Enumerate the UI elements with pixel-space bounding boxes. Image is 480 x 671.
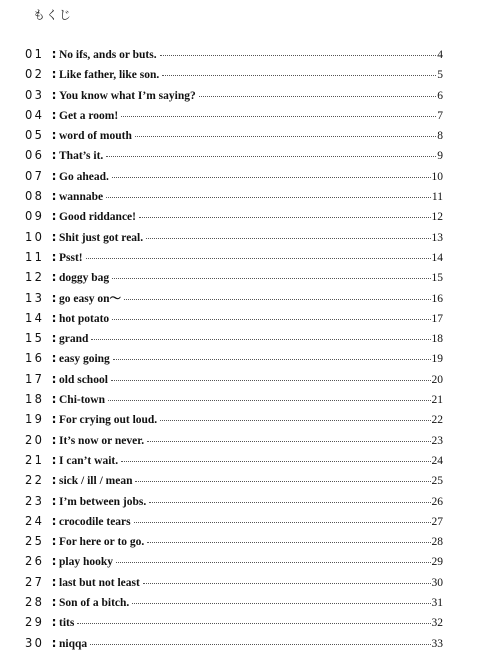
toc-entry-number: 09 xyxy=(25,208,45,224)
toc-entry[interactable] xyxy=(25,85,443,105)
toc-entry[interactable] xyxy=(25,450,443,470)
toc-entry-number: 13 xyxy=(25,289,45,305)
dot-leader xyxy=(112,319,430,320)
toc-entry[interactable] xyxy=(25,206,443,226)
toc-entry-title: easy going xyxy=(59,353,110,366)
toc-entry-page-number: 10 xyxy=(431,170,443,183)
toc-entry-title: For crying out loud. xyxy=(59,414,158,427)
toc-entry[interactable] xyxy=(25,267,443,287)
dot-leader xyxy=(134,522,431,523)
toc-entry-title: Like father, like son. xyxy=(59,69,160,82)
toc-entry-number: 21 xyxy=(25,451,45,467)
dot-leader xyxy=(149,502,430,503)
toc-entry-separator: : xyxy=(51,574,57,589)
toc-entry-separator: : xyxy=(51,47,57,61)
toc-entry-page-number: 6 xyxy=(437,89,443,102)
toc-entry-title: niqqa xyxy=(59,637,88,650)
toc-entry-page-number: 14 xyxy=(431,251,443,264)
toc-entry-separator: : xyxy=(51,168,57,183)
toc-entry-number: 12 xyxy=(25,269,45,285)
toc-entry-number: 29 xyxy=(25,614,45,630)
dot-leader xyxy=(124,299,431,300)
toc-entry-title: crocodile tears xyxy=(59,515,131,528)
toc-entry-number: 04 xyxy=(25,106,45,122)
toc-entry-title: Go ahead. xyxy=(59,170,109,183)
dot-leader xyxy=(112,278,430,279)
toc-entry-page-number: 31 xyxy=(431,597,443,610)
toc-entry-separator: : xyxy=(51,310,57,325)
toc-entry[interactable] xyxy=(25,308,443,328)
toc-entry-number: 24 xyxy=(25,512,45,528)
toc-entry-separator: : xyxy=(51,331,57,346)
dot-leader xyxy=(146,238,430,239)
toc-entry-page-number: 26 xyxy=(431,495,443,508)
toc-entry[interactable] xyxy=(25,44,443,64)
toc-entry-separator: : xyxy=(51,615,57,630)
toc-entry-number: 06 xyxy=(25,147,45,163)
toc-entry-title: That’s it. xyxy=(59,150,104,163)
toc-entry-page-number: 25 xyxy=(431,475,443,488)
toc-entry[interactable] xyxy=(25,612,443,632)
toc-entry[interactable] xyxy=(25,430,443,450)
toc-entry[interactable] xyxy=(25,592,443,612)
toc-entry[interactable] xyxy=(25,288,443,308)
toc-entry-separator: : xyxy=(51,249,57,264)
toc-entry-separator: : xyxy=(51,452,57,467)
toc-entry-separator: : xyxy=(51,513,57,528)
toc-entry-page-number: 17 xyxy=(431,312,443,325)
dot-leader xyxy=(160,55,437,56)
toc-entry-title: go easy on〜 xyxy=(59,292,121,305)
toc-entry[interactable] xyxy=(25,125,443,145)
toc-entry-title: Get a room! xyxy=(59,109,119,122)
toc-entry[interactable] xyxy=(25,105,443,125)
toc-entry-separator: : xyxy=(51,189,57,204)
toc-entry[interactable] xyxy=(25,64,443,84)
dot-leader xyxy=(121,461,430,462)
toc-entry[interactable] xyxy=(25,531,443,551)
toc-entry-separator: : xyxy=(51,87,57,102)
dot-leader xyxy=(132,603,430,604)
dot-leader xyxy=(121,116,436,117)
toc-entry-separator: : xyxy=(51,270,57,285)
toc-entry-page-number: 28 xyxy=(431,536,443,549)
toc-entry-separator: : xyxy=(51,473,57,488)
toc-entry-number: 28 xyxy=(25,594,45,610)
toc-entry-title: grand xyxy=(59,333,89,346)
dot-leader xyxy=(162,75,436,76)
toc-entry-title: You know what I’m saying? xyxy=(59,89,196,102)
toc-entry[interactable] xyxy=(25,247,443,267)
toc-entry-number: 27 xyxy=(25,573,45,589)
dot-leader xyxy=(106,156,436,157)
toc-entry-title: I’m between jobs. xyxy=(59,495,147,508)
page-title: もくじ xyxy=(33,8,73,22)
dot-leader xyxy=(135,481,430,482)
toc-entry-number: 15 xyxy=(25,330,45,346)
toc-entry[interactable] xyxy=(25,227,443,247)
toc-entry-title: Shit just got real. xyxy=(59,231,144,244)
toc-entry[interactable] xyxy=(25,551,443,571)
toc-entry[interactable] xyxy=(25,511,443,531)
toc-entry-page-number: 24 xyxy=(431,454,443,467)
toc-entry-title: old school xyxy=(59,373,108,386)
toc-entry-page-number: 8 xyxy=(437,130,443,143)
toc-entry[interactable] xyxy=(25,328,443,348)
toc-entry-title: sick / ill / mean xyxy=(59,475,133,488)
dot-leader xyxy=(113,359,431,360)
toc-entry-number: 07 xyxy=(25,167,45,183)
toc-entry-number: 19 xyxy=(25,411,45,427)
toc-entry-page-number: 11 xyxy=(431,191,443,204)
toc-entry[interactable] xyxy=(25,389,443,409)
toc-entry-separator: : xyxy=(51,432,57,447)
toc-entry-page-number: 30 xyxy=(431,576,443,589)
toc-entry-number: 22 xyxy=(25,472,45,488)
toc-entry-page-number: 27 xyxy=(431,515,443,528)
toc-entry-page-number: 7 xyxy=(437,109,443,122)
dot-leader xyxy=(90,644,430,645)
toc-entry-number: 18 xyxy=(25,391,45,407)
toc-entry-separator: : xyxy=(51,412,57,427)
dot-leader xyxy=(160,420,430,421)
toc-entry-number: 01 xyxy=(25,46,45,61)
toc-entry-title: Son of a bitch. xyxy=(59,597,130,610)
dot-leader xyxy=(91,339,430,340)
toc-entry-number: 10 xyxy=(25,228,45,244)
table-of-contents xyxy=(25,44,443,653)
toc-entry-title: wannabe xyxy=(59,191,104,204)
dot-leader xyxy=(147,542,430,543)
dot-leader xyxy=(77,623,430,624)
toc-entry-separator: : xyxy=(51,635,57,650)
toc-entry-page-number: 13 xyxy=(431,231,443,244)
toc-entry-title: No ifs, ands or buts. xyxy=(59,49,157,61)
toc-entry-number: 23 xyxy=(25,492,45,508)
toc-entry[interactable] xyxy=(25,633,443,653)
toc-entry[interactable] xyxy=(25,491,443,511)
toc-entry-separator: : xyxy=(51,67,57,82)
toc-entry-number: 08 xyxy=(25,188,45,204)
toc-entry[interactable] xyxy=(25,348,443,368)
dot-leader xyxy=(111,380,431,381)
dot-leader xyxy=(116,562,430,563)
toc-entry-page-number: 5 xyxy=(437,69,443,82)
toc-entry-number: 17 xyxy=(25,370,45,386)
toc-entry[interactable] xyxy=(25,369,443,389)
toc-entry[interactable] xyxy=(25,166,443,186)
toc-entry-page-number: 19 xyxy=(431,353,443,366)
toc-entry-page-number: 32 xyxy=(431,617,443,630)
toc-entry[interactable] xyxy=(25,409,443,429)
toc-entry-separator: : xyxy=(51,392,57,407)
dot-leader xyxy=(106,197,431,198)
toc-entry-separator: : xyxy=(51,107,57,122)
toc-entry-page-number: 20 xyxy=(431,373,443,386)
toc-entry-page-number: 15 xyxy=(431,272,443,285)
toc-entry-page-number: 23 xyxy=(431,434,443,447)
toc-entry-title: Chi-town xyxy=(59,394,106,407)
toc-entry-separator: : xyxy=(51,148,57,163)
toc-entry-number: 20 xyxy=(25,431,45,447)
toc-entry-title: It’s now or never. xyxy=(59,434,145,447)
toc-entry-separator: : xyxy=(51,493,57,508)
toc-entry-separator: : xyxy=(51,290,57,305)
toc-entry-number: 26 xyxy=(25,553,45,569)
toc-entry-title: I can’t wait. xyxy=(59,454,119,467)
toc-entry-number: 02 xyxy=(25,66,45,82)
toc-entry-number: 05 xyxy=(25,127,45,143)
toc-entry-number: 30 xyxy=(25,634,45,650)
dot-leader xyxy=(112,177,431,178)
toc-entry-page-number: 18 xyxy=(431,333,443,346)
toc-entry[interactable] xyxy=(25,572,443,592)
toc-entry-title: hot potato xyxy=(59,312,110,325)
toc-entry-title: Psst! xyxy=(59,251,83,264)
dot-leader xyxy=(135,136,436,137)
toc-entry-separator: : xyxy=(51,229,57,244)
toc-entry-title: doggy bag xyxy=(59,272,110,285)
dot-leader xyxy=(139,217,431,218)
toc-entry-title: For here or to go. xyxy=(59,536,145,549)
dot-leader xyxy=(86,258,431,259)
toc-entry-page-number: 9 xyxy=(437,150,443,163)
toc-entry-page-number: 12 xyxy=(431,211,443,224)
toc-entry-title: play hooky xyxy=(59,556,114,569)
toc-entry-page-number: 16 xyxy=(431,292,443,305)
toc-entry-page-number: 22 xyxy=(431,414,443,427)
toc-entry-separator: : xyxy=(51,351,57,366)
toc-entry-page-number: 29 xyxy=(431,556,443,569)
toc-entry-page-number: 4 xyxy=(437,49,443,61)
toc-entry-separator: : xyxy=(51,128,57,143)
toc-entry-number: 14 xyxy=(25,309,45,325)
dot-leader xyxy=(199,96,436,97)
dot-leader xyxy=(143,583,431,584)
toc-entry-number: 25 xyxy=(25,533,45,549)
toc-entry-page-number: 21 xyxy=(431,394,443,407)
toc-entry-title: Good riddance! xyxy=(59,211,136,224)
toc-entry-number: 16 xyxy=(25,350,45,366)
toc-entry-title: last but not least xyxy=(59,576,140,589)
toc-entry-separator: : xyxy=(51,209,57,224)
toc-entry-number: 03 xyxy=(25,86,45,102)
toc-entry-separator: : xyxy=(51,371,57,386)
toc-entry-title: tits xyxy=(59,617,75,630)
toc-entry[interactable] xyxy=(25,145,443,165)
toc-entry-title: word of mouth xyxy=(59,130,132,143)
toc-entry-separator: : xyxy=(51,534,57,549)
toc-entry[interactable] xyxy=(25,186,443,206)
toc-entry-separator: : xyxy=(51,554,57,569)
toc-entry[interactable] xyxy=(25,470,443,490)
toc-entry-page-number: 33 xyxy=(431,637,443,650)
dot-leader xyxy=(147,441,430,442)
dot-leader xyxy=(108,400,430,401)
toc-entry-separator: : xyxy=(51,595,57,610)
toc-entry-number: 11 xyxy=(25,248,45,264)
